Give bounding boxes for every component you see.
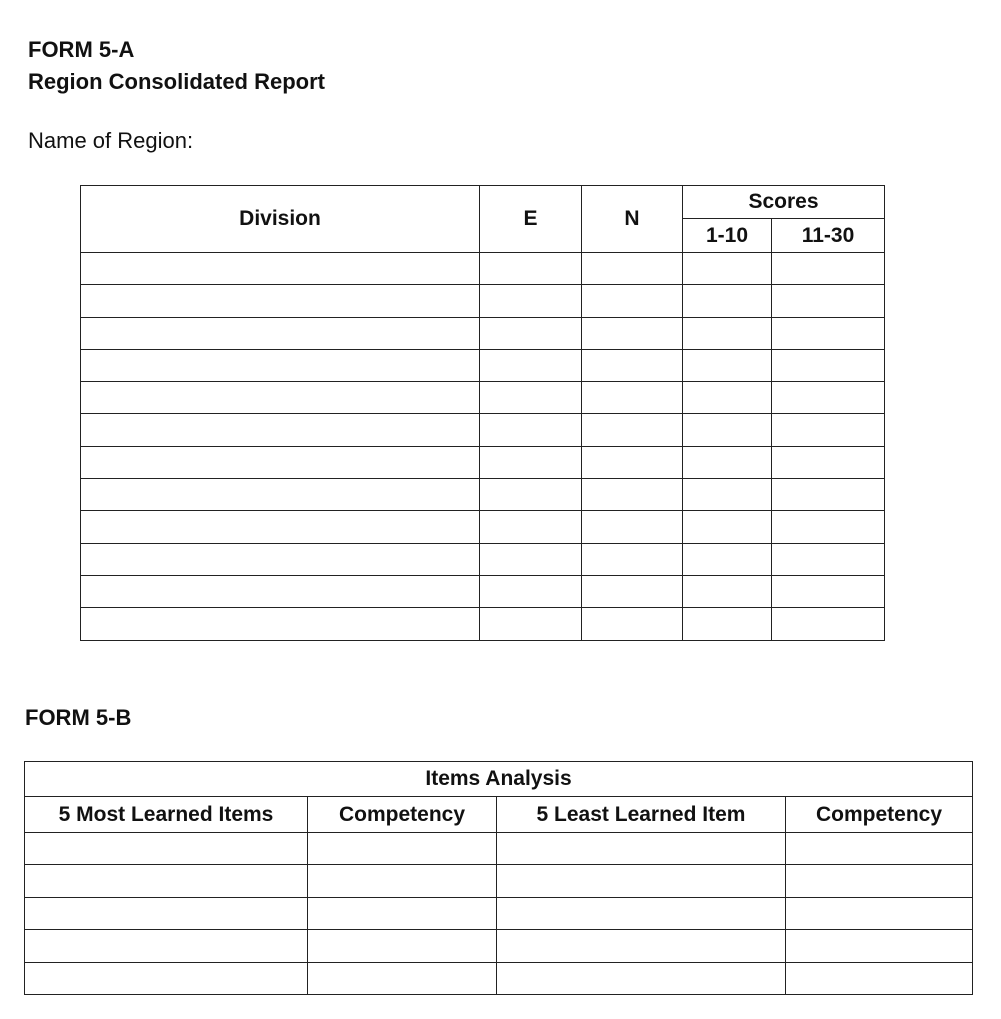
table-cell	[683, 317, 772, 349]
scores-header: Scores	[683, 186, 885, 219]
table-cell	[480, 575, 582, 607]
table-cell	[772, 608, 885, 640]
table-cell	[772, 285, 885, 317]
table-row	[81, 511, 885, 543]
table-cell	[582, 317, 683, 349]
score-1-10-header: 1-10	[683, 219, 772, 253]
table-cell	[81, 317, 480, 349]
table-cell	[582, 285, 683, 317]
table-cell	[480, 608, 582, 640]
table-cell	[81, 382, 480, 414]
table-cell	[582, 479, 683, 511]
table-cell	[582, 382, 683, 414]
table-cell	[786, 962, 973, 994]
table-cell	[81, 253, 480, 285]
table-cell	[772, 253, 885, 285]
table-cell	[25, 833, 308, 865]
table-cell	[683, 608, 772, 640]
table-cell	[683, 253, 772, 285]
table-cell	[25, 865, 308, 897]
table-cell	[786, 865, 973, 897]
table-cell	[786, 897, 973, 929]
score-11-30-header: 11-30	[772, 219, 885, 253]
table-cell	[480, 285, 582, 317]
table-row	[81, 414, 885, 446]
table-cell	[480, 414, 582, 446]
table-cell	[582, 608, 683, 640]
table-cell	[480, 317, 582, 349]
table-cell	[582, 543, 683, 575]
table-cell	[480, 511, 582, 543]
table-row	[81, 382, 885, 414]
table-cell	[683, 575, 772, 607]
table-cell	[480, 543, 582, 575]
table-row	[81, 608, 885, 640]
table-cell	[683, 446, 772, 478]
table-cell	[480, 349, 582, 381]
table-cell	[308, 865, 497, 897]
table-cell	[582, 349, 683, 381]
table-cell	[772, 349, 885, 381]
table-row	[25, 962, 973, 994]
table-cell	[25, 962, 308, 994]
table-cell	[772, 511, 885, 543]
table-cell	[81, 414, 480, 446]
table-cell	[772, 446, 885, 478]
division-header: Division	[81, 186, 480, 253]
n-header: N	[582, 186, 683, 253]
table-cell	[308, 897, 497, 929]
table-cell	[81, 349, 480, 381]
table-cell	[683, 479, 772, 511]
form-5a-title: FORM 5-A	[28, 37, 135, 62]
table-cell	[81, 511, 480, 543]
table-row	[25, 865, 973, 897]
table-cell	[480, 446, 582, 478]
table-cell	[25, 930, 308, 962]
form-5a-subtitle: Region Consolidated Report	[28, 69, 325, 94]
table-cell	[582, 446, 683, 478]
table-cell	[497, 962, 786, 994]
table-cell	[308, 833, 497, 865]
items-analysis-table	[24, 761, 973, 995]
table-cell	[683, 349, 772, 381]
least-learned-header: 5 Least Learned Item	[497, 797, 786, 833]
table-cell	[786, 930, 973, 962]
table-cell	[582, 511, 683, 543]
table-cell	[683, 543, 772, 575]
table-row	[81, 285, 885, 317]
table-cell	[497, 833, 786, 865]
table-cell	[81, 543, 480, 575]
table-cell	[772, 414, 885, 446]
items-analysis-header: Items Analysis	[25, 762, 973, 797]
table-cell	[308, 962, 497, 994]
table-row	[81, 317, 885, 349]
table-cell	[786, 833, 973, 865]
table-cell	[81, 608, 480, 640]
table-cell	[772, 543, 885, 575]
most-learned-header: 5 Most Learned Items	[25, 797, 308, 833]
table-cell	[497, 865, 786, 897]
table-row	[25, 833, 973, 865]
table-cell	[81, 479, 480, 511]
table-cell	[480, 382, 582, 414]
items-table-body	[25, 833, 973, 995]
e-header: E	[480, 186, 582, 253]
table-cell	[772, 317, 885, 349]
table-row	[25, 930, 973, 962]
table-row	[81, 349, 885, 381]
table-cell	[480, 479, 582, 511]
table-cell	[683, 414, 772, 446]
table-cell	[683, 382, 772, 414]
region-table-body	[81, 253, 885, 641]
table-cell	[81, 575, 480, 607]
table-cell	[308, 930, 497, 962]
table-cell	[683, 285, 772, 317]
table-cell	[497, 897, 786, 929]
table-cell	[582, 414, 683, 446]
region-consolidated-table	[80, 185, 885, 641]
table-cell	[772, 382, 885, 414]
table-row	[81, 253, 885, 285]
table-cell	[480, 253, 582, 285]
table-row	[81, 479, 885, 511]
table-row	[81, 446, 885, 478]
form-5b-title: FORM 5-B	[25, 705, 132, 730]
competency-header: Competency	[786, 797, 973, 833]
competency-header: Competency	[308, 797, 497, 833]
table-cell	[25, 897, 308, 929]
region-name-label: Name of Region:	[28, 128, 194, 153]
table-row	[81, 575, 885, 607]
table-cell	[772, 479, 885, 511]
table-cell	[582, 253, 683, 285]
table-cell	[683, 511, 772, 543]
table-row	[25, 897, 973, 929]
table-cell	[81, 446, 480, 478]
table-row	[81, 543, 885, 575]
table-cell	[497, 930, 786, 962]
table-cell	[772, 575, 885, 607]
table-cell	[582, 575, 683, 607]
table-cell	[81, 285, 480, 317]
